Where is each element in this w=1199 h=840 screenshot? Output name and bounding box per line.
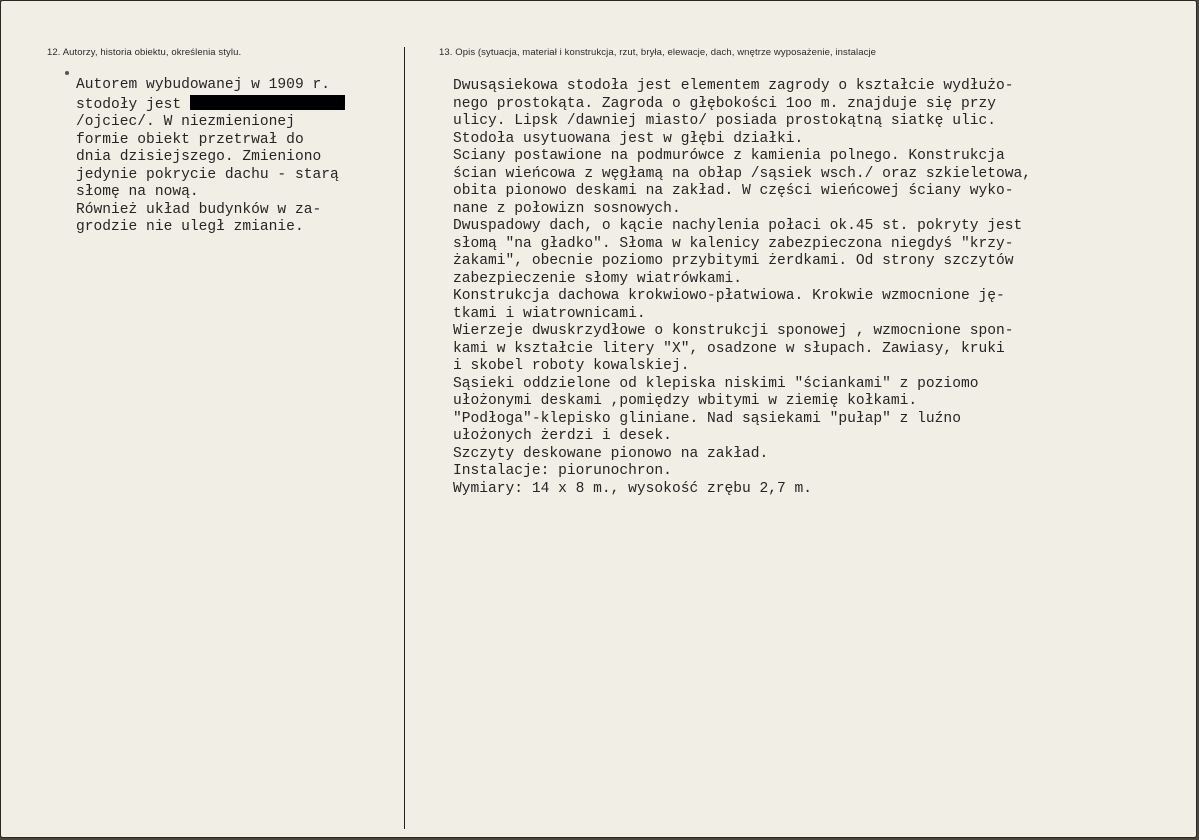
text-line: obita pionowo deskami na zakład. W części wieńcowej ściany wyko- (453, 183, 1014, 199)
text-line: Konstrukcja dachowa krokwiowo-płatwiowa. Krokwie wzmocnione ję- (453, 288, 1005, 304)
text-line: Dwuspadowy dach, o kącie nachylenia połaci ok.45 st. pokryty jest (453, 218, 1023, 234)
text-line: ścian wieńcowa z węgłamą na obłap /sąsiek wsch./ oraz szkieletowa, (453, 165, 1032, 182)
text-line: Wierzeje dwuskrzydłowe o konstrukcji sponowej , wzmocnione spon- (453, 323, 1014, 339)
text-line: i skobel roboty kowalskiej. (453, 358, 690, 374)
text-line: nane z połowizn sosnowych. (453, 200, 681, 217)
section-13-heading: 13. Opis (sytuacja, materiał i konstrukcja, rzut, bryła, elewacje, dach, wnętrze wyposażenie, instalacje (439, 47, 877, 58)
text-line: tkami i wiatrownicami. (453, 305, 646, 322)
ink-dot (65, 71, 69, 75)
text-line: żakami", obecnie poziomo przybitymi żerdkami. Od strony szczytów (453, 253, 1014, 269)
text-line: ułożonych żerdzi i desek. (453, 428, 672, 444)
text-line: /ojciec/. W niezmienionej (76, 114, 295, 130)
text-line: Stodoła usytuowana jest w głębi działki. (453, 130, 804, 147)
section-12-text (76, 77, 345, 237)
text-line: Również układ budynków w za- (76, 201, 322, 218)
text-line: kami w kształcie litery "X", osadzone w słupach. Zawiasy, kruki (453, 340, 1005, 357)
text-line: jedynie pokrycie dachu - starą (76, 166, 339, 183)
text-line: ulicy. Lipsk /dawniej miasto/ posiada prostokątną siatkę ulic. (453, 113, 996, 129)
text-line: "Podłoga"-klepisko gliniane. Nad sąsiekami "pułap" z luźno (453, 410, 961, 427)
text-line: dnia dzisiejszego. Zmieniono (76, 149, 322, 165)
text-line: nego prostokąta. Zagroda o głębokości 1oo m. znajduje się przy (453, 95, 996, 112)
section-12-heading: 12. Autorzy, historia obiektu, określenia stylu. (47, 47, 242, 58)
text-line: grodzie nie uległ zmianie. (76, 219, 304, 235)
text-line: formie obiekt przetrwał do (76, 131, 304, 148)
text-line: słomę na nową. (76, 184, 199, 200)
text-line: Autorem wybudowanej w 1909 r. (76, 77, 330, 93)
text-line: słomą "na gładko". Słoma w kalenicy zabezpieczona niegdyś "krzy- (453, 235, 1014, 252)
text-line: ułożonymi deskami ,pomiędzy wbitymi w ziemię kołkami. (453, 393, 918, 409)
text-line: zabezpieczenie słomy wiatrówkami. (453, 270, 743, 287)
text-fragment: stodoły jest (76, 96, 190, 113)
text-line (76, 95, 345, 115)
text-line: Szczyty deskowane pionowo na zakład. (453, 445, 769, 462)
redaction-bar (190, 95, 345, 110)
section-13-text (453, 78, 1031, 498)
text-line: Sąsieki oddzielone od klepiska niskimi "ściankami" z poziomo (453, 375, 979, 392)
text-line: Instalacje: piorunochron. (453, 463, 672, 479)
text-line: Dwusąsiekowa stodoła jest elementem zagrody o kształcie wydłużo- (453, 78, 1014, 94)
column-divider (404, 47, 405, 829)
text-line: Wymiary: 14 x 8 m., wysokość zrębu 2,7 m. (453, 480, 813, 497)
text-line: Sciany postawione na podmurówce z kamienia polnego. Konstrukcja (453, 148, 1005, 164)
